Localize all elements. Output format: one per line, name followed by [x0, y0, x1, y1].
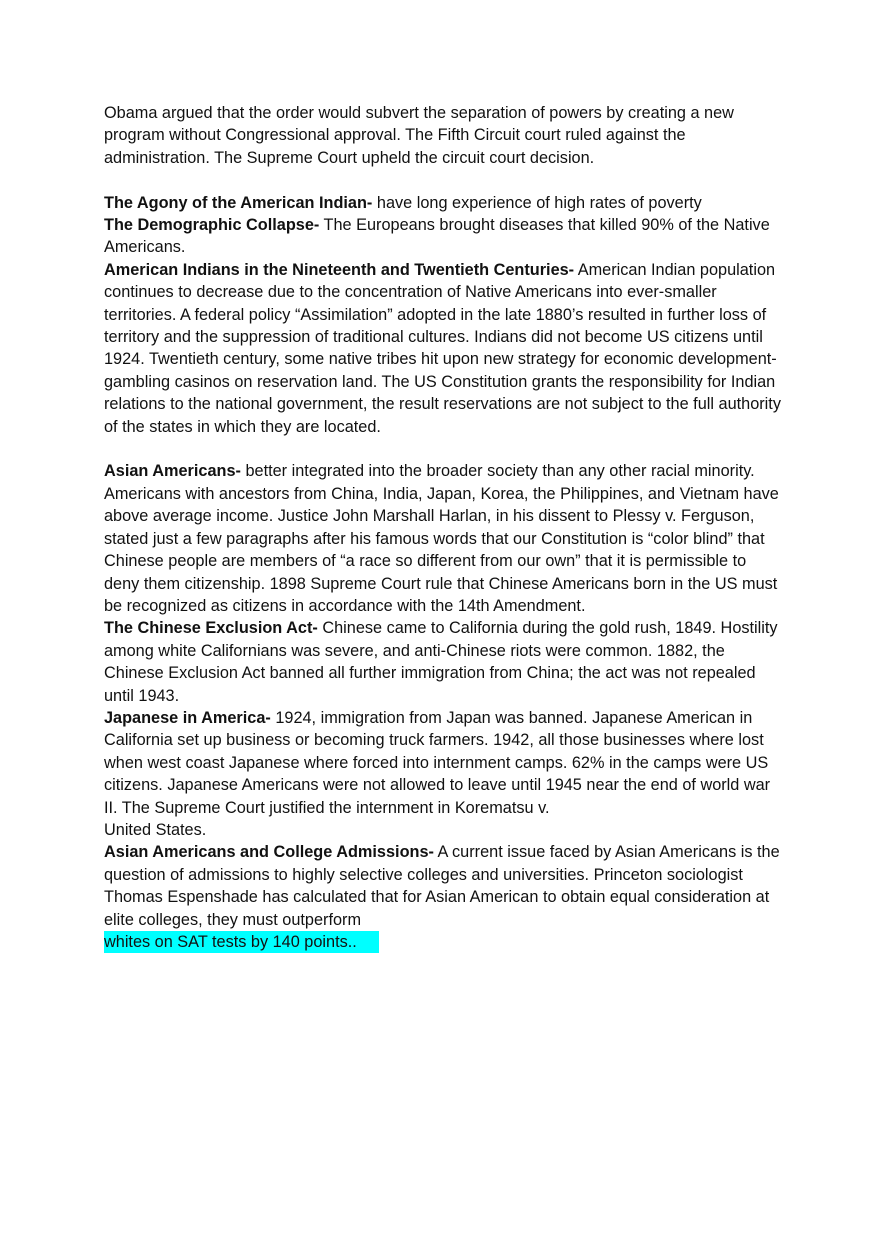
paragraph-text: Obama argued that the order would subvert the separation of powers by creating a new program without Congressional approval. The Fifth Circuit court ruled against the administration. The Supreme Court upheld the circuit court decision.	[104, 104, 734, 167]
paragraph-japanese-in-america	[104, 707, 784, 819]
paragraph-united-states	[104, 819, 784, 841]
paragraph-spacer	[104, 169, 784, 191]
paragraph-heading: The Demographic Collapse-	[104, 216, 320, 235]
highlighted-text: whites on SAT tests by 140 points..	[104, 931, 379, 953]
highlighted-line	[104, 931, 784, 953]
document-body	[104, 102, 784, 953]
paragraph-text: 1924, immigration from Japan was banned. Japanese American in California set up business or becoming truck farmers. 1942, all those businesses where lost when west coast Japanese where forced into internment camps. 62% in the camps were US citizens. Japanese Americans were not allowed to leave until 1945 near the end of world war II. The Supreme Court justified the internment in Korematsu v.	[104, 708, 771, 817]
paragraph-heading: Asian Americans-	[104, 462, 241, 481]
paragraph-text: better integrated into the broader society than any other racial minority. Americans with ancestors from China, India, Japan, Korea, the Philippines, and Vietnam have above average income. Justice John Marshall Harlan, in his dissent to Plessy v. Ferguson, stated just a few paragraphs after his famous words that our Constitution is “color blind” that Chinese people are members of “a race so different from our own” that it is permissible to deny them citizenship. 1898 Supreme Court rule that Chinese Americans born in the US must be recognized as citizens in accordance with the 14th Amendment.	[104, 462, 779, 615]
paragraph-heading: The Chinese Exclusion Act-	[104, 619, 318, 638]
paragraph-college-admissions	[104, 841, 784, 931]
paragraph-text: The Europeans brought diseases that killed 90% of the Native Americans.	[104, 216, 770, 257]
paragraph-american-indians-centuries	[104, 259, 784, 438]
paragraph-agony-american-indian	[104, 192, 784, 214]
paragraph-text: United States.	[104, 820, 207, 839]
paragraph-asian-americans	[104, 460, 784, 617]
paragraph-demographic-collapse	[104, 214, 784, 259]
paragraph-text: Chinese came to California during the gold rush, 1849. Hostility among white Californians was severe, and anti-Chinese riots were common. 1882, the Chinese Exclusion Act banned all further immigration from China; the act was not repealed until 1943.	[104, 619, 778, 705]
paragraph-heading: American Indians in the Nineteenth and Twentieth Centuries-	[104, 260, 575, 279]
paragraph-obama-order	[104, 102, 784, 169]
paragraph-spacer	[104, 438, 784, 460]
paragraph-text: A current issue faced by Asian Americans is the question of admissions to highly selective colleges and universities. Princeton sociologist Thomas Espenshade has calculated that for Asian American to obtain equal consideration at elite colleges, they must outperform	[104, 843, 780, 929]
paragraph-heading: Japanese in America-	[104, 708, 271, 727]
paragraph-text: American Indian population continues to decrease due to the concentration of Native Americans into ever-smaller territories. A federal policy “Assimilation” adopted in the late 1880’s resulted in further loss of territory and the suppression of traditional cultures. Indians did not become US citizens until 1924. Twentieth century, some native tribes hit upon new strategy for economic development- gambling casinos on reservation land. The US Constitution grants the responsibility for Indian relations to the national government, the result reservations are not subject to the full authority of the states in which they are located.	[104, 260, 781, 436]
paragraph-heading: The Agony of the American Indian-	[104, 193, 373, 212]
paragraph-text: have long experience of high rates of poverty	[372, 193, 702, 212]
paragraph-heading: Asian Americans and College Admissions-	[104, 843, 434, 862]
paragraph-chinese-exclusion-act	[104, 617, 784, 707]
